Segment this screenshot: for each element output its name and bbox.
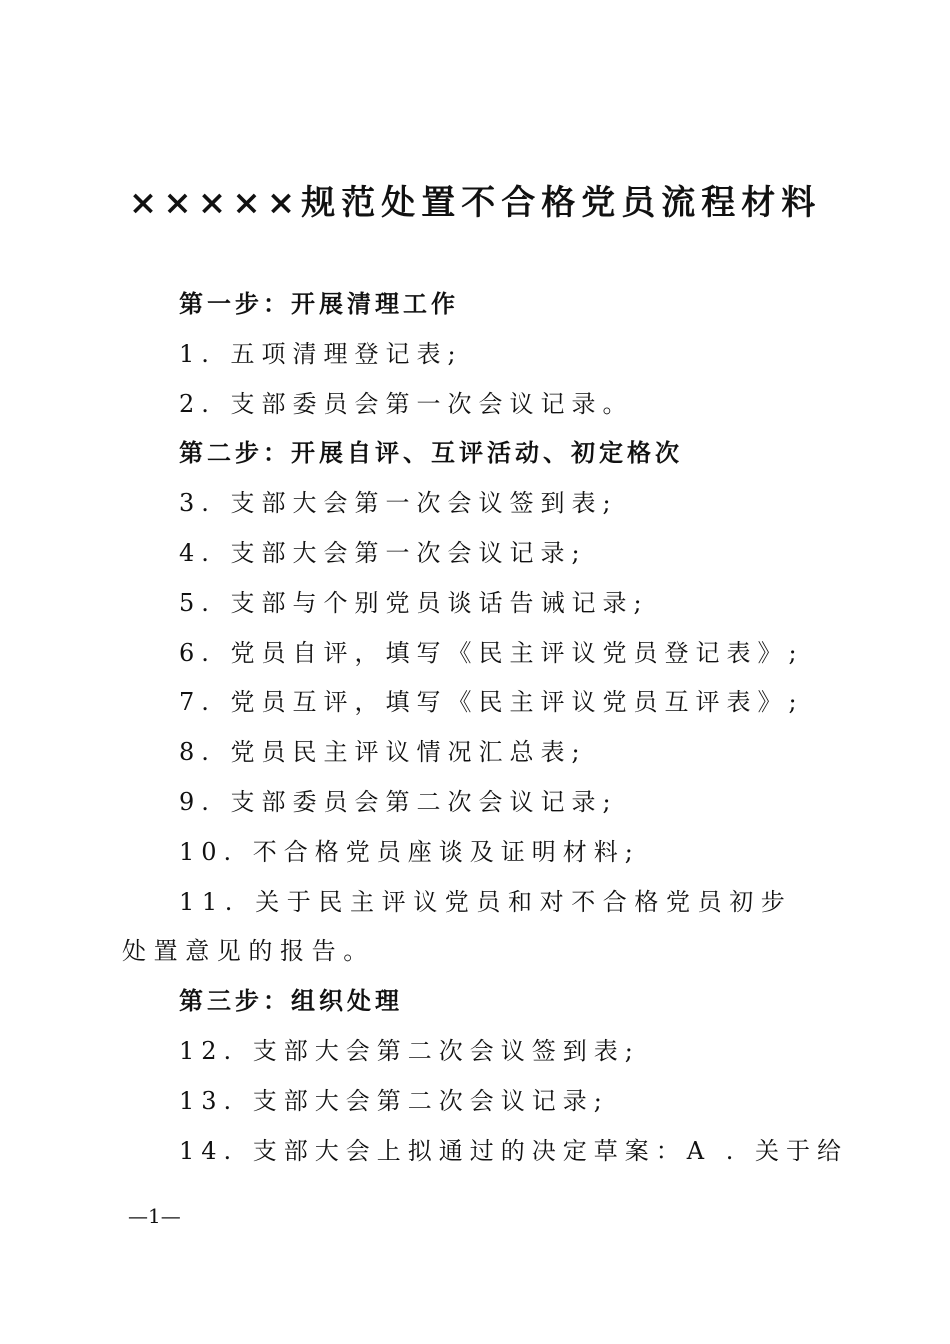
list-item: 1. 五项清理登记表; [179, 339, 463, 368]
document-body [122, 280, 849, 1176]
list-item: 8. 党员民主评议情况汇总表; [179, 738, 587, 767]
section-heading-step-3: 第三步：组织处理 [179, 987, 403, 1016]
document-title: ×××××规范处置不合格党员流程材料 [128, 183, 822, 223]
list-item: 6. 党员自评，填写《民主评议党员登记表》; [179, 638, 804, 667]
list-item: 10. 不合格党员座谈及证明材料; [179, 837, 640, 866]
list-item: 11. 关于民主评议党员和对不合格党员初步处置意见的报告。 [122, 887, 793, 966]
list-item: 7. 党员互评，填写《民主评议党员互评表》; [179, 688, 804, 717]
list-item: 9. 支部委员会第二次会议记录; [179, 787, 618, 816]
list-item: 2. 支部委员会第一次会议记录。 [179, 389, 634, 418]
list-item: 12. 支部大会第二次会议签到表; [179, 1036, 640, 1065]
list-item: 3. 支部大会第一次会议签到表; [179, 489, 618, 518]
list-item: 14. 支部大会上拟通过的决定草案：A . 关于给 [179, 1136, 849, 1165]
list-item: 13. 支部大会第二次会议记录; [179, 1086, 609, 1115]
section-heading-step-1: 第一步：开展清理工作 [179, 290, 459, 318]
page-number: —1— [128, 1204, 181, 1228]
section-heading-step-2: 第二步：开展自评、互评活动、初定格次 [179, 439, 683, 468]
list-item: 4. 支部大会第一次会议记录; [179, 538, 587, 567]
list-item: 5. 支部与个别党员谈话告诫记录; [179, 588, 649, 617]
